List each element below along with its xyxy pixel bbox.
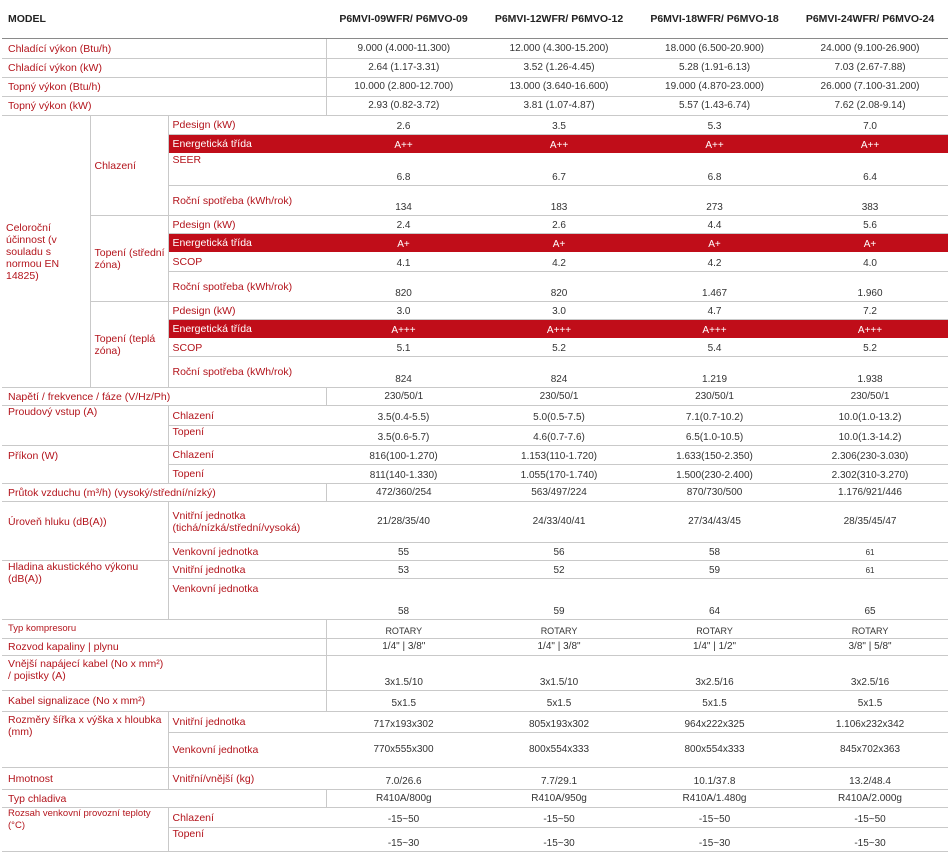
cell: 13.2/48.4 [792,768,948,790]
cell: 1.960 [792,272,948,302]
cell: R410A/2.000g [792,790,948,808]
cell: 770x555x300 [326,733,481,768]
cell: 4.0 [792,253,948,272]
cell: A++ [481,135,637,154]
row-label: Hmotnost [2,768,168,790]
sub-label: Energetická třída [168,234,326,253]
cell: 800x554x333 [637,733,792,768]
cell: 26.000 (7.100-31.200) [792,78,948,97]
cell: -15~30 [792,828,948,852]
cell: 4.2 [481,253,637,272]
cell: 3.0 [326,302,481,320]
row-hmotnost [2,768,948,790]
cell: 2.302(310-3.270) [792,465,948,484]
cell: A+ [481,234,637,253]
row-chl-btu [2,39,948,59]
cell: A+++ [637,320,792,339]
cell: 383 [792,186,948,216]
cell: 6.5(1.0-10.5) [637,426,792,446]
cell: 3x1.5/10 [481,656,637,691]
cell: 58 [637,543,792,561]
sub-label: SEER [168,154,326,186]
cell: 59 [637,561,792,579]
sub-label: Venkovní jednotka [168,733,326,768]
cell: A++ [637,135,792,154]
cell: A+ [326,234,481,253]
cell: 5.0(0.5-7.5) [481,406,637,426]
cell: R410A/1.480g [637,790,792,808]
cell: 1/4" | 3/8" [481,639,637,656]
cell: A+ [792,234,948,253]
cell: 7.62 (2.08-9.14) [792,97,948,116]
cell: 6.7 [481,154,637,186]
cell: ROTARY [637,620,792,639]
cell: 2.306(230-3.030) [792,446,948,465]
cell: 5x1.5 [792,691,948,712]
cell: 6.8 [637,154,792,186]
cell: A++ [792,135,948,154]
group-label: Chlazení [90,116,168,216]
row-chladivo [2,790,948,808]
cell: 800x554x333 [481,733,637,768]
row-proud-chl [2,406,948,426]
cell: 5.1 [326,339,481,357]
cell: 24.000 (9.100-26.900) [792,39,948,59]
row-label: Topný výkon (kW) [2,97,326,116]
row-label: Kabel signalizace (No x mm²) [2,691,326,712]
cell: 52 [481,561,637,579]
sub-label: Venkovní jednotka [168,543,326,561]
sub-label: Chlazení [168,406,326,426]
row-rozvod [2,639,948,656]
sub-label: Chlazení [168,446,326,465]
row-label: Napětí / frekvence / fáze (V/Hz/Ph) [2,388,326,406]
sub-label: Vnitřní jednotka [168,712,326,733]
row-label: Proudový vstup (A) [2,406,168,446]
cell: 1.467 [637,272,792,302]
cell: 6.4 [792,154,948,186]
sub-label: Roční spotřeba (kWh/rok) [168,186,326,216]
row-eff-top2-pdesign [2,302,948,320]
cell: 870/730/500 [637,484,792,502]
cell: 7.1(0.7-10.2) [637,406,792,426]
cell: 59 [481,579,637,620]
sub-label: Roční spotřeba (kWh/rok) [168,357,326,388]
sub-label: Vnitřní/vnější (kg) [168,768,326,790]
cell: 7.7/29.1 [481,768,637,790]
row-kompresor [2,620,948,639]
cell: 4.7 [637,302,792,320]
cell: 18.000 (6.500-20.900) [637,39,792,59]
cell: 230/50/1 [792,388,948,406]
cell: 824 [326,357,481,388]
cell: 5.57 (1.43-6.74) [637,97,792,116]
cell: -15~30 [637,828,792,852]
cell: 3x1.5/10 [326,656,481,691]
cell: 845x702x363 [792,733,948,768]
cell: 7.03 (2.67-7.88) [792,59,948,78]
cell: 6.8 [326,154,481,186]
cell: 5.4 [637,339,792,357]
cell: 5.2 [481,339,637,357]
cell: 717x193x302 [326,712,481,733]
cell: 24/33/40/41 [481,502,637,543]
cell: R410A/800g [326,790,481,808]
cell: 10.000 (2.800-12.700) [326,78,481,97]
sub-label: Energetická třída [168,135,326,154]
cell: 3.5 [481,116,637,135]
sub-label: Venkovní jednotka [168,579,326,620]
row-rozmery-in [2,712,948,733]
row-label: Hladina akustického výkonu (dB(A)) [2,561,168,620]
cell: 5.28 (1.91-6.13) [637,59,792,78]
row-label: Rozměry šířka x výška x hloubka (mm) [2,712,168,768]
cell: 805x193x302 [481,712,637,733]
cell: 5.2 [792,339,948,357]
cell: 2.6 [326,116,481,135]
cell: 7.2 [792,302,948,320]
row-eff-top1-pdesign [2,216,948,234]
row-label: Příkon (W) [2,446,168,484]
cell: ROTARY [326,620,481,639]
cell: 1/4" | 3/8" [326,639,481,656]
sub-label: Topení [168,465,326,484]
cell: 3x2.5/16 [637,656,792,691]
cell: 65 [792,579,948,620]
row-label: Topný výkon (Btu/h) [2,78,326,97]
cell: 7.0 [792,116,948,135]
cell: 3.0 [481,302,637,320]
cell: 1.153(110-1.720) [481,446,637,465]
cell: -15~50 [792,808,948,828]
cell: 5x1.5 [326,691,481,712]
sub-label: Pdesign (kW) [168,302,326,320]
sub-label: Vnitřní jednotka (tichá/nízká/střední/vysoká) [168,502,326,543]
cell: 3.5(0.4-5.5) [326,406,481,426]
cell: 3x2.5/16 [792,656,948,691]
cell: 5x1.5 [637,691,792,712]
cell: 2.6 [481,216,637,234]
cell: 2.64 (1.17-3.31) [326,59,481,78]
cell: 9.000 (4.000-11.300) [326,39,481,59]
cell: 4.2 [637,253,792,272]
cell: 1.633(150-2.350) [637,446,792,465]
sub-label: Roční spotřeba (kWh/rok) [168,272,326,302]
sub-label: Topení [168,426,326,446]
cell: 3.5(0.6-5.7) [326,426,481,446]
row-napeti [2,388,948,406]
cell: 61 [792,561,948,579]
cell: 2.4 [326,216,481,234]
row-label: Chladící výkon (Btu/h) [2,39,326,59]
row-rozsah-chl [2,808,948,828]
cell: 1/4" | 1/2" [637,639,792,656]
sub-label: Topení [168,828,326,852]
cell: 4.6(0.7-7.6) [481,426,637,446]
cell: 3.52 (1.26-4.45) [481,59,637,78]
row-eff-chl-pdesign [2,116,948,135]
cell: 13.000 (3.640-16.600) [481,78,637,97]
cell: ROTARY [792,620,948,639]
cell: 64 [637,579,792,620]
cell: 964x222x325 [637,712,792,733]
row-top-btu [2,78,948,97]
model-col-2: P6MVI-12WFR/ P6MVO-12 [481,0,637,39]
cell: 5.3 [637,116,792,135]
cell: 55 [326,543,481,561]
model-col-1: P6MVI-09WFR/ P6MVO-09 [326,0,481,39]
cell: 10.0(1.0-13.2) [792,406,948,426]
cell: 10.0(1.3-14.2) [792,426,948,446]
cell: A+++ [326,320,481,339]
cell: 230/50/1 [637,388,792,406]
cell: 56 [481,543,637,561]
row-top-kw [2,97,948,116]
cell: 1.176/921/446 [792,484,948,502]
row-akust-in [2,561,948,579]
cell: 10.1/37.8 [637,768,792,790]
cell: 1.938 [792,357,948,388]
cell: 1.500(230-2.400) [637,465,792,484]
cell: A+++ [481,320,637,339]
cell: 12.000 (4.300-15.200) [481,39,637,59]
cell: 816(100-1.270) [326,446,481,465]
efficiency-label: Celoroční účinnost (v souladu s normou EN 14825) [2,116,90,388]
cell: 273 [637,186,792,216]
row-prikon-chl [2,446,948,465]
cell: R410A/950g [481,790,637,808]
row-label: Typ chladiva [2,790,326,808]
cell: 3/8" | 5/8" [792,639,948,656]
row-label: Rozsah venkovní provozní teploty (°C) [2,808,168,852]
cell: 563/497/224 [481,484,637,502]
cell: -15~50 [481,808,637,828]
model-header: MODEL [2,0,326,39]
model-col-4: P6MVI-24WFR/ P6MVO-24 [792,0,948,39]
cell: 1.055(170-1.740) [481,465,637,484]
row-label: Rozvod kapaliny | plynu [2,639,326,656]
row-label: Chladící výkon (kW) [2,59,326,78]
cell: 472/360/254 [326,484,481,502]
cell: 811(140-1.330) [326,465,481,484]
cell: -15~30 [326,828,481,852]
cell: 21/28/35/40 [326,502,481,543]
cell: 134 [326,186,481,216]
row-prutok [2,484,948,502]
cell: 820 [326,272,481,302]
row-label: Průtok vzduchu (m³/h) (vysoký/střední/nízký) [2,484,326,502]
row-kabel [2,656,948,691]
cell: 61 [792,543,948,561]
cell: 3.81 (1.07-4.87) [481,97,637,116]
cell: A+ [637,234,792,253]
sub-label: Chlazení [168,808,326,828]
cell: 53 [326,561,481,579]
row-label-text: Vnější napájecí kabel (No x mm²) / pojistky (A) [8,658,164,682]
row-signal [2,691,948,712]
cell: 58 [326,579,481,620]
row-hluk-in [2,502,948,543]
cell: A+++ [792,320,948,339]
cell: 28/35/45/47 [792,502,948,543]
row-label [2,656,326,691]
cell: 27/34/43/45 [637,502,792,543]
row-chl-kw [2,59,948,78]
cell: 1.106x232x342 [792,712,948,733]
cell: 5x1.5 [481,691,637,712]
row-label: Úroveň hluku (dB(A)) [2,502,168,561]
cell: ROTARY [481,620,637,639]
cell: 2.93 (0.82-3.72) [326,97,481,116]
cell: 19.000 (4.870-23.000) [637,78,792,97]
cell: 7.0/26.6 [326,768,481,790]
sub-label: Pdesign (kW) [168,216,326,234]
cell: 824 [481,357,637,388]
group-label: Topení (teplá zóna) [90,302,168,388]
cell: -15~50 [326,808,481,828]
cell: 230/50/1 [481,388,637,406]
cell: A++ [326,135,481,154]
sub-label: Vnitřní jednotka [168,561,326,579]
sub-label: Pdesign (kW) [168,116,326,135]
cell: 4.1 [326,253,481,272]
row-label: Typ kompresoru [2,620,326,639]
cell: 1.219 [637,357,792,388]
sub-label: SCOP [168,253,326,272]
model-col-3: P6MVI-18WFR/ P6MVO-18 [637,0,792,39]
cell: 230/50/1 [326,388,481,406]
cell: 820 [481,272,637,302]
sub-label: Energetická třída [168,320,326,339]
header-row [2,0,948,39]
cell: 4.4 [637,216,792,234]
cell: -15~50 [637,808,792,828]
cell: 5.6 [792,216,948,234]
cell: 183 [481,186,637,216]
group-label: Topení (střední zóna) [90,216,168,302]
cell: -15~30 [481,828,637,852]
sub-label: SCOP [168,339,326,357]
spec-table [2,0,948,852]
